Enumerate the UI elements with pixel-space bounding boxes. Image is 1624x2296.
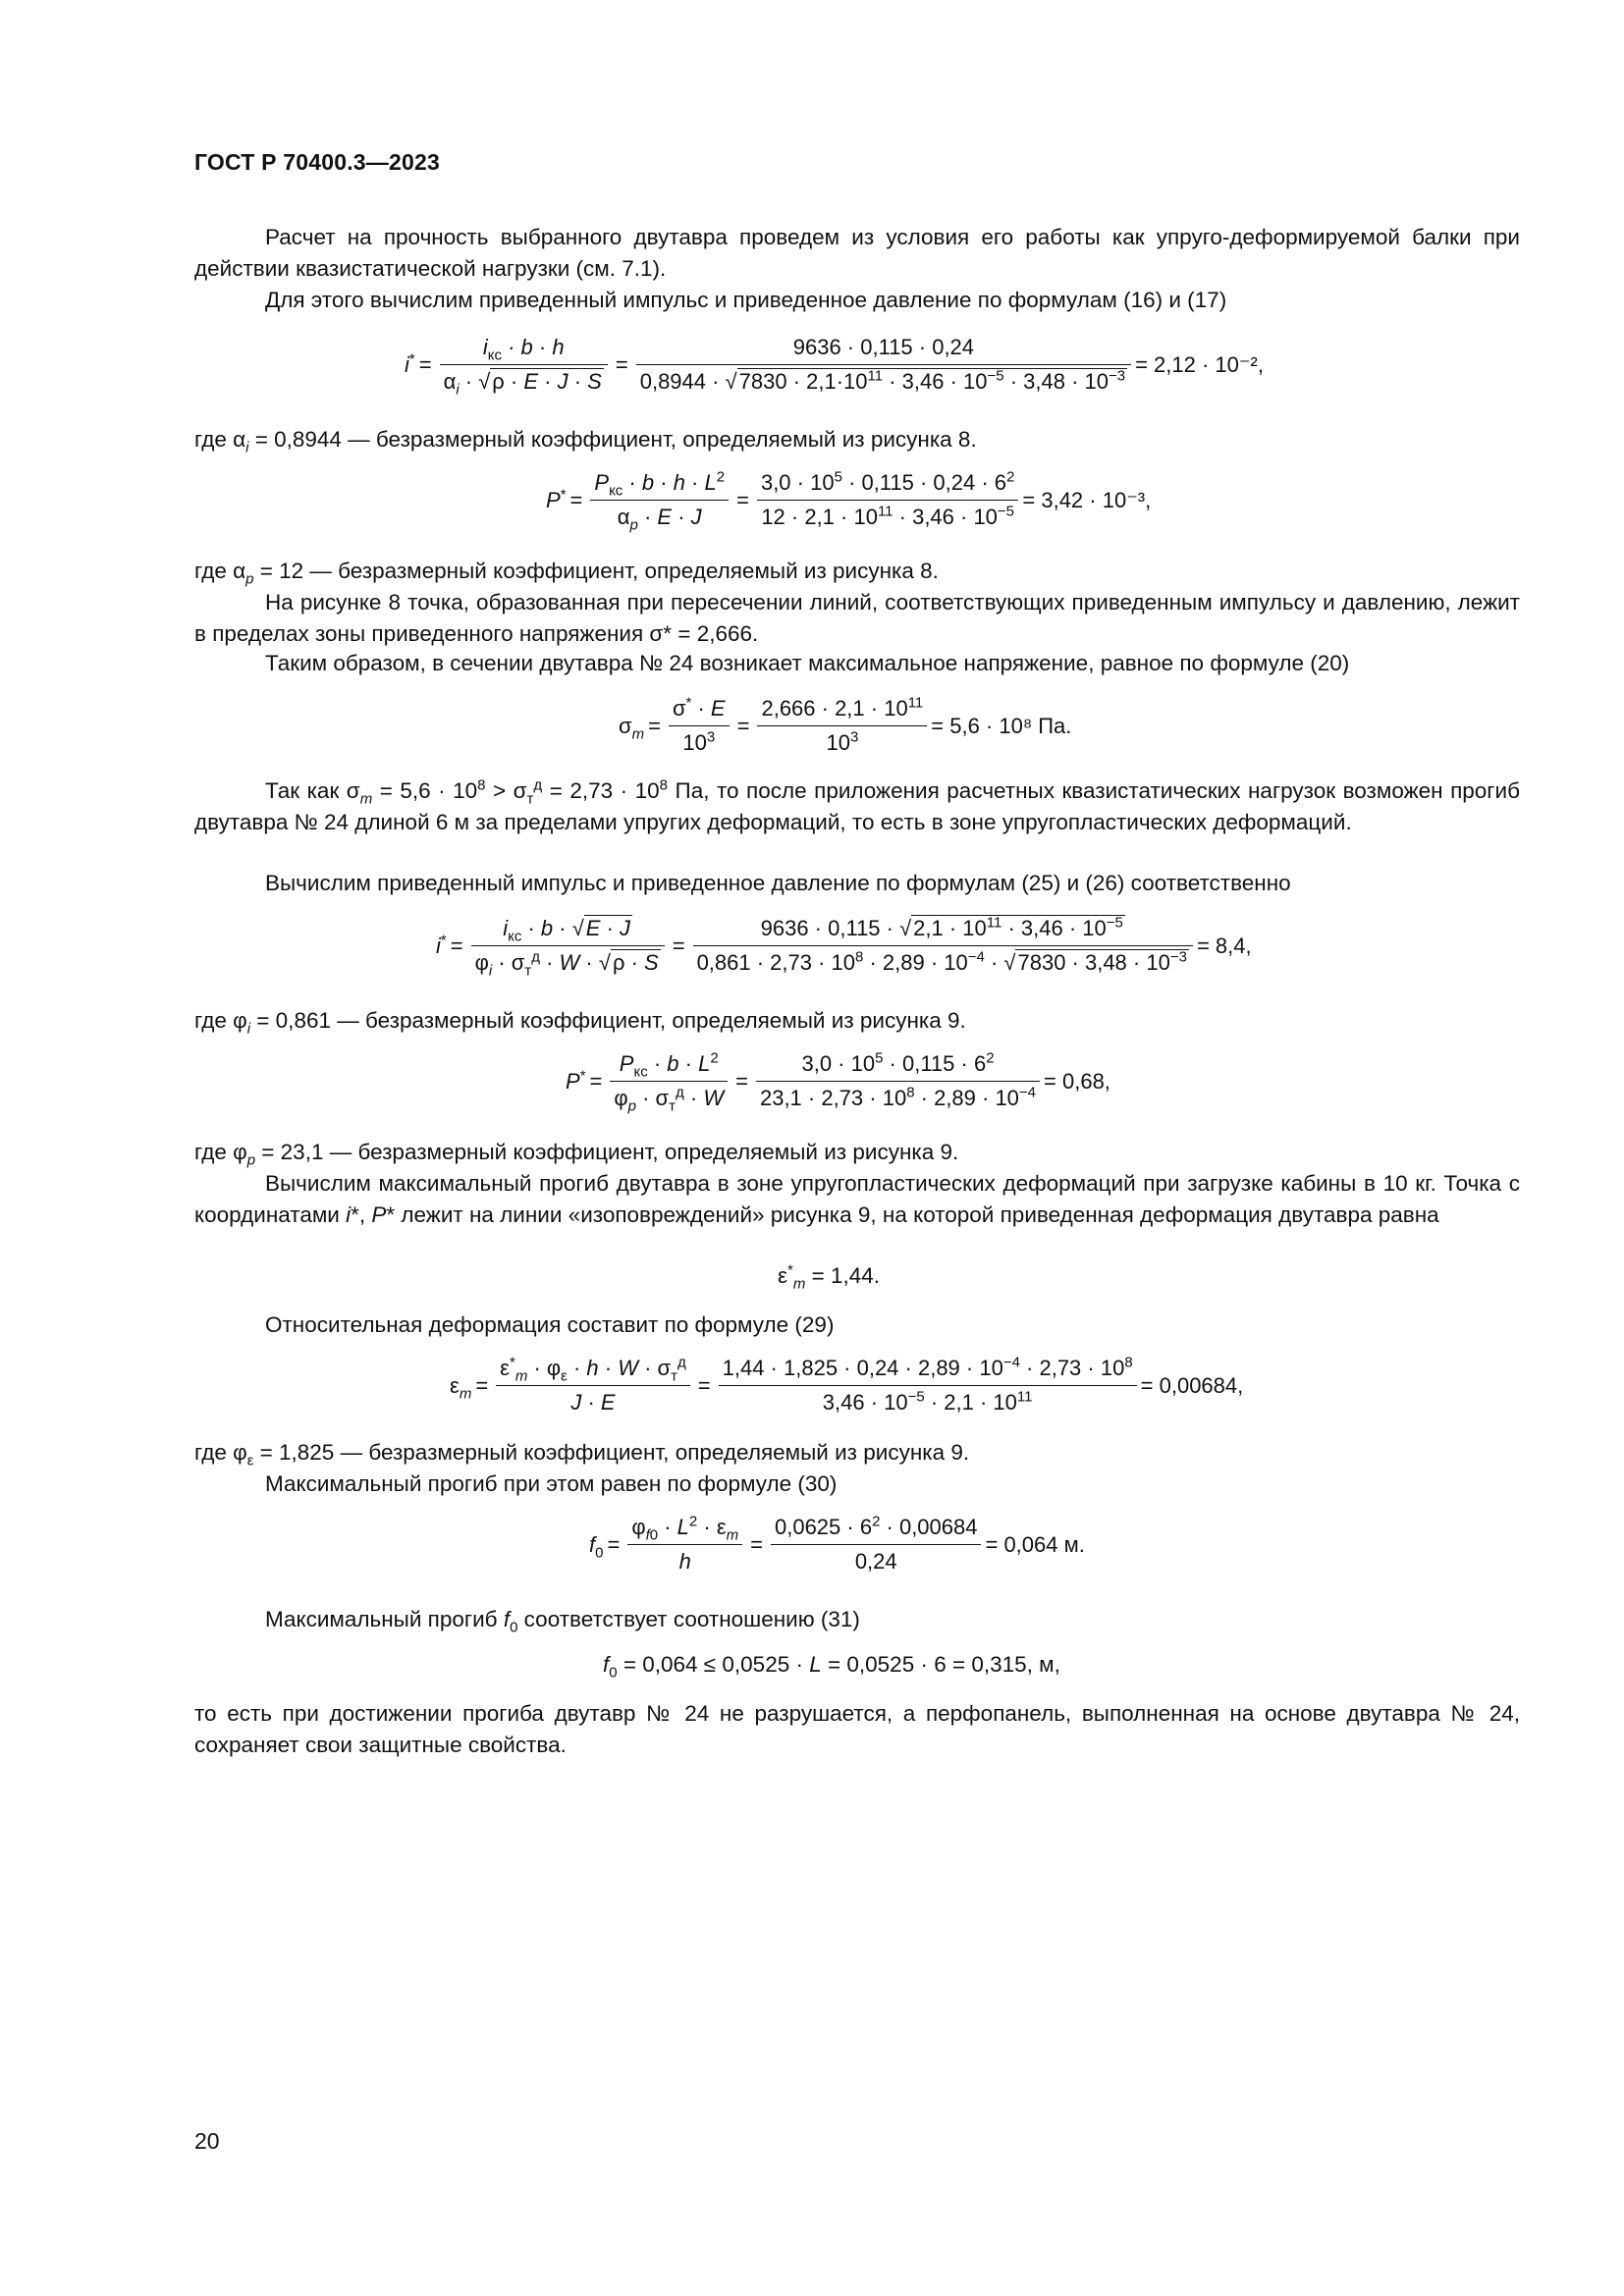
formula-reduced-impulse-elastic: i* = $\frac{i_{кс} \cdot b \cdot h}{\alpha_i \cdot √\rho \cdot E \cdot J \cdot S}$ = $\frac{9636 \cdot 0,115 \cdot 0,24}{0,8944 \cdot √7830 \cdot 2,1\cdot 10^{11} \cdot 3,46 \cdot 10^{-5} \cdot 3,48 \cdot 10^{-3}}$ = 2,12 · 10⁻², <box>405 335 1264 399</box>
formula-relative-strain: $\varepsilon_m$ = $\frac{\varepsilon^*_m \cdot \varphi_\varepsilon \cdot h \cdot W \cdot \sigma_т^д}{J \cdot E}$ = $\frac{1,44 \cdot 1,825 \cdot 0,24 \cdot 2,89 \cdot 10^{-4} \cdot 2,73 \cdot 10^8}{3,46 \cdot 10^{-5} \cdot 2,1 \cdot 10^{11}}$ = 0,00684, <box>450 1354 1244 1415</box>
paragraph-11: то есть при достижении прогиба двутавр № 24 не разрушается, а перфопанель, выполненная на основе двутавра № 24, сохраняет свои защитные свойства. <box>194 1701 1520 1757</box>
paragraph-6: Вычислим приведенный импульс и приведенное давление по формулам (25) и (26) соответственно <box>265 871 1291 895</box>
formula-reduced-impulse-plastic: i* = $\frac{i_{кс} \cdot b \cdot √E \cdot J}{\varphi_i \cdot \sigma_т^д \cdot W \cdot √\rho \cdot S}$ = $\frac{9636 \cdot 0,115 \cdot √2,1 \cdot 10^{11} \cdot 3,46 \cdot 10^{-5}}{0,861 \cdot 2,73 \cdot 10^8 \cdot 2,89 \cdot 10^{-4} \cdot √7830 \cdot 3,48 \cdot 10^{-3}}$ = 8,4, <box>436 914 1252 980</box>
formula-reduced-pressure-elastic: P* = $\frac{P_{кс} \cdot b \cdot h \cdot L^2}{\alpha_p \cdot E \cdot J}$ = $\frac{3,0 \cdot 10^5 \cdot 0,115 \cdot 0,24 \cdot 6^2}{12 \cdot 2,1 \cdot 10^{11} \cdot 3,46 \cdot 10^{-5}}$ = 3,42 · 10⁻³, <box>546 468 1152 534</box>
paragraph-1: Расчет на прочность выбранного двутавра проведем из условия его работы как упруго-деформируемой балки при действии квазистатической нагрузки (см. 7.1). <box>194 225 1520 281</box>
paragraph-7: Вычислим максимальный прогиб двутавра в зоне упругопластических деформаций при загрузке кабины в 10 кг. Точка с координатами i*, P* лежит на линии «изоповреждений» рисунка 9, на которой приведенная деформация двутавра равна <box>194 1171 1520 1227</box>
formula-1-result: = 2,12 · 10⁻², <box>1135 351 1264 377</box>
where-phi-eps: где $\varphi_\varepsilon = 1,825$ — безразмерный коэффициент, определяемый из рисунка 9. <box>194 1440 970 1469</box>
formula-deflection-check: $f_0 = 0,064 \le 0,0525 \cdot L = 0,0525 \cdot 6 = 0,315$, м, <box>603 1652 1060 1682</box>
where-alpha-i: где $\alpha_i = 0,8944$ — безразмерный коэффициент, определяемый из рисунка 8. <box>194 427 977 456</box>
where-alpha-p: где $\alpha_p = 12$ — безразмерный коэффициент, определяемый из рисунка 8. <box>194 559 939 588</box>
paragraph-4: Таким образом, в сечении двутавра № 24 возникает максимальное напряжение, равное по формуле (20) <box>265 651 1350 675</box>
formula-5-result: = 0,68, <box>1044 1068 1110 1094</box>
formula-7-result: = 0,00684, <box>1140 1372 1244 1398</box>
where-phi-p: где $\varphi_p = 23,1$ — безразмерный коэффициент, определяемый из рисунка 9. <box>194 1140 959 1169</box>
formula-max-deflection: $f_0$ = $\frac{\varphi_{f0} \cdot L^2 \cdot \varepsilon_m}{h}$ = $\frac{0,0625 \cdot 6^2 \cdot 0,00684}{0,24}$ = 0,064 м. <box>589 1513 1085 1574</box>
formula-reduced-pressure-plastic: P* = $\frac{P_{кс} \cdot b \cdot L^2}{\varphi_p \cdot \sigma_т^д \cdot W}$ = $\frac{3,0 \cdot 10^5 \cdot 0,115 \cdot 6^2}{23,1 \cdot 2,73 \cdot 10^8 \cdot 2,89 \cdot 10^{-4}}$ = 0,68, <box>566 1049 1110 1115</box>
where-phi-i: где $\varphi_i = 0,861$ — безразмерный коэффициент, определяемый из рисунка 9. <box>194 1008 966 1038</box>
paragraph-9: Максимальный прогиб при этом равен по формуле (30) <box>265 1471 838 1496</box>
formula-4-result: = 8,4, <box>1196 933 1252 958</box>
formula-max-stress: $\sigma_m$ = $\frac{\sigma^* \cdot E}{10^3}$ = $\frac{2,666 \cdot 2,1 \cdot 10^{11}}{10^3}$ = 5,6 · 10⁸ Па. <box>619 694 1072 755</box>
formula-3-result: = 5,6 · 10⁸ Па. <box>931 713 1072 738</box>
formula-2-result: = 3,42 · 10⁻³, <box>1022 487 1152 512</box>
formula-1-numerator: 9636 · 0,115 · 0,24 <box>792 335 975 359</box>
paragraph-8: Относительная деформация составит по формуле (29) <box>265 1312 835 1337</box>
paragraph-2: Для этого вычислим приведенный импульс и приведенное давление по формулам (16) и (17) <box>265 288 1227 312</box>
formula-reduced-strain: $\varepsilon^*_m = 1,44$. <box>778 1261 881 1293</box>
paragraph-5: Так как $\sigma_m = 5,6 \cdot 10^8 > \sigma_т^д = 2,73 \cdot 10^8$ Па, то после приложения расчетных квазистатических нагрузок возможен прогиб двутавра № 24 длиной 6 м за пределами упругих деформаций, то есть в зоне упругопластических деформаций. <box>194 776 1520 834</box>
paragraph-3: На рисунке 8 точка, образованная при пересечении линий, соответствующих приведенным импульсу и давлению, лежит в пределах зоны приведенного напряжения σ* = 2,666. <box>194 590 1520 646</box>
paragraph-10: Максимальный прогиб $f_0$ соответствует соотношению (31) <box>265 1607 860 1636</box>
document-header: ГОСТ Р 70400.3—2023 <box>194 149 440 175</box>
page-number: 20 <box>194 2128 220 2154</box>
formula-8-result: = 0,064 м. <box>985 1531 1085 1557</box>
